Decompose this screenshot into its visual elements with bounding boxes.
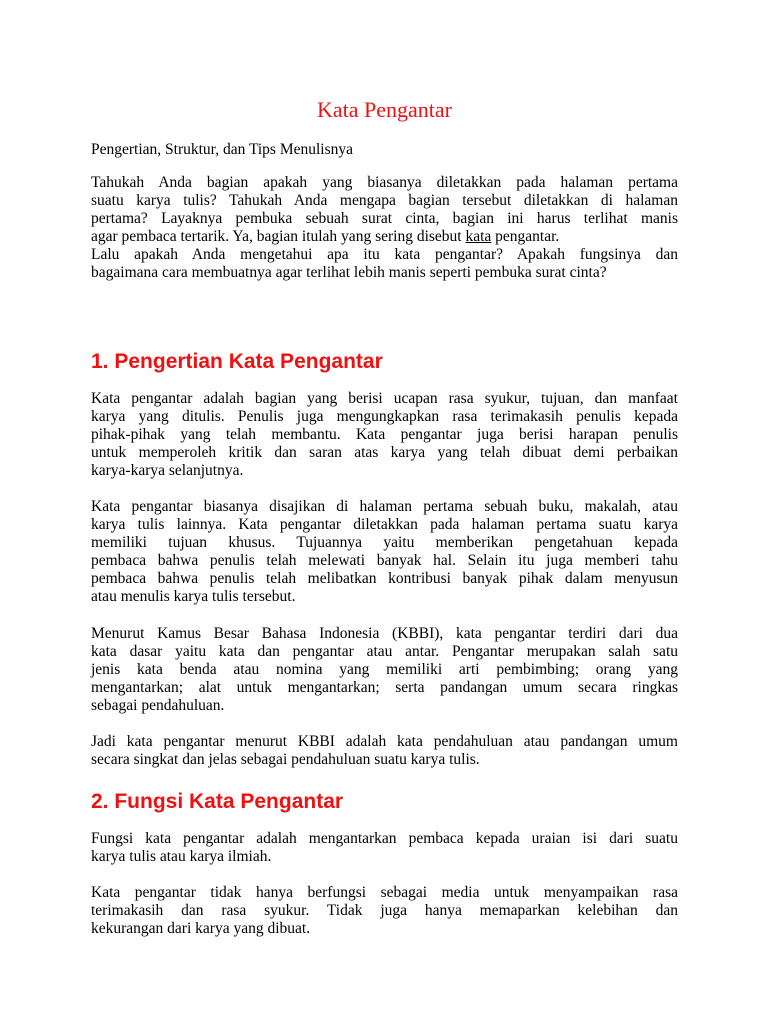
text-line: Tahukah Anda bagian apakah yang biasanya diletakkan pada halaman pertama — [91, 174, 678, 191]
section-heading-fungsi: 2. Fungsi Kata Pengantar — [91, 790, 344, 813]
text-line: sebagai pendahuluan. — [91, 697, 225, 714]
page-subtitle: Pengertian, Struktur, dan Tips Menulisnya — [91, 141, 354, 158]
text-line: karya yang ditulis. Penulis juga mengungkapkan rasa terimakasih penulis kepada — [91, 408, 678, 425]
text-line: Kata pengantar biasanya disajikan di halaman pertama sebuah buku, makalah, atau — [91, 498, 678, 515]
text-line: mengantarkan; alat untuk mengantarkan; serta pandangan umum secara ringkas — [91, 679, 678, 696]
section1-paragraph-3 — [91, 625, 678, 715]
text-line — [91, 228, 678, 246]
text-line: kekurangan dari karya yang dibuat. — [91, 920, 311, 937]
text-line: Kata pengantar adalah bagian yang berisi ucapan rasa syukur, tujuan, dan manfaat — [91, 390, 678, 407]
text-line: Kata pengantar tidak hanya berfungsi sebagai media untuk menyampaikan rasa — [91, 884, 678, 901]
text-line: Lalu apakah Anda mengetahui apa itu kata pengantar? Apakah fungsinya dan — [91, 246, 678, 263]
text-line: karya tulis atau karya ilmiah. — [91, 848, 272, 865]
text-line: Jadi kata pengantar menurut KBBI adalah kata pendahuluan atau pandangan umum — [91, 733, 678, 750]
section2-paragraph-1 — [91, 830, 678, 866]
text-line: kata dasar yaitu kata dan pengantar atau antar. Pengantar merupakan salah satu — [91, 643, 678, 660]
text-line: Fungsi kata pengantar adalah mengantarkan pembaca kepada uraian isi dari suatu — [91, 830, 678, 847]
link-kata[interactable]: kata — [465, 228, 492, 245]
text-line: pertama? Layaknya pembuka sebuah surat cinta, bagian ini harus terlihat manis — [91, 210, 678, 227]
text-line: pihak-pihak yang telah membantu. Kata pengantar juga berisi harapan penulis — [91, 426, 678, 443]
text-fragment: agar pembaca tertarik. Ya, bagian itulah yang sering disebut — [91, 228, 462, 245]
intro-paragraph — [91, 174, 678, 282]
text-line: secara singkat dan jelas sebagai pendahuluan suatu karya tulis. — [91, 751, 480, 768]
text-line: karya-karya selanjutnya. — [91, 462, 244, 479]
text-line: karya tulis lainnya. Kata pengantar diletakkan pada halaman pertama suatu karya — [91, 516, 678, 533]
text-line: terimakasih dan rasa syukur. Tidak juga hanya memaparkan kelebihan dan — [91, 902, 678, 919]
text-line: untuk memperoleh kritik dan saran atas karya yang telah dibuat demi perbaikan — [91, 444, 678, 461]
text-line: pembaca bahwa penulis telah melewati banyak hal. Selain itu juga memberi tahu — [91, 552, 678, 569]
page-title: Kata Pengantar — [317, 97, 452, 122]
section-heading-pengertian: 1. Pengertian Kata Pengantar — [91, 350, 383, 373]
section1-paragraph-1 — [91, 390, 678, 480]
text-fragment: pengantar. — [495, 228, 560, 245]
text-line: bagaimana cara membuatnya agar terlihat lebih manis seperti pembuka surat cinta? — [91, 264, 607, 281]
text-line: suatu karya tulis? Tahukah Anda mengapa bagian tersebut diletakkan di halaman — [91, 192, 678, 209]
section2-paragraph-2 — [91, 884, 678, 938]
text-line: memiliki tujuan khusus. Tujuannya yaitu memberikan pengetahuan kepada — [91, 534, 678, 551]
section1-paragraph-4 — [91, 733, 678, 769]
text-line: pembaca bahwa penulis telah melibatkan kontribusi banyak pihak dalam menyusun — [91, 570, 678, 587]
text-line: Menurut Kamus Besar Bahasa Indonesia (KBBI), kata pengantar terdiri dari dua — [91, 625, 678, 642]
text-line: atau menulis karya tulis tersebut. — [91, 588, 296, 605]
section1-paragraph-2 — [91, 498, 678, 606]
text-line: jenis kata benda atau nomina yang memiliki arti pembimbing; orang yang — [91, 661, 678, 678]
